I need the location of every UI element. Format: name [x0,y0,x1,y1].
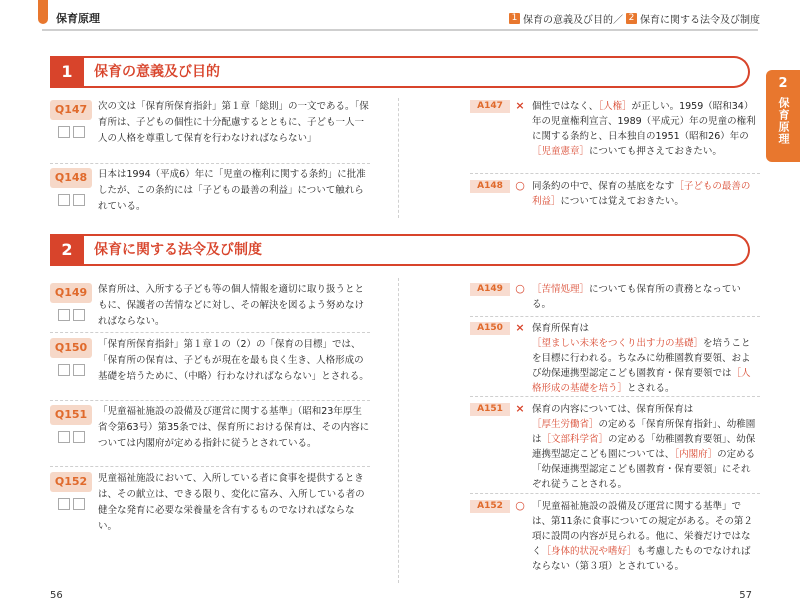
answer-number: A150 [470,322,510,335]
checkbox-icon[interactable] [73,194,85,206]
checkbox-icon[interactable] [73,309,85,321]
answer-keyword: ［望ましい未来をつくり出す力の基礎］ [532,338,704,349]
question-item [50,338,370,400]
answer-mark: ○ [515,499,525,512]
checkbox-icon[interactable] [58,431,70,443]
answer-text: 保育の内容については、保育所保育は［厚生労働省］の定める「保育所保育指針」、幼稚園は［文部科学省］の定める「幼稚園教育要領」、幼保連携型認定こども園については、［内閣府］の定める「幼保連携型認定こども園教育・保育要領」にそれぞれ従うことされる。 [532,404,756,490]
checkbox-icon[interactable] [58,498,70,510]
question-text: 「保育所保育指針」第１章１の（2）の「保育の目標」では、「保育所の保育は、子どもが現在を最も良く生き、人格形成の基礎を培うために、（中略）行わなければならない」とされる。 [98,339,369,382]
checkbox-icon[interactable] [58,309,70,321]
answer-separator [470,316,760,317]
running-head-num-2: 2 [626,13,637,24]
answer-keyword: ［児童憲章］ [532,146,590,157]
question-item [50,472,370,532]
question-number: Q148 [50,168,92,188]
corner-tab-decoration [38,0,48,24]
answer-mark: × [515,402,525,415]
answer-item [470,100,760,170]
answer-item [470,283,760,317]
answer-item [470,322,760,392]
answer-item [470,180,760,214]
question-item [50,168,370,218]
answer-item [470,403,760,489]
answer-text: 同条約の中で、保育の基底をなす［子どもの最善の利益］については覚えておきたい。 [532,181,751,207]
question-item [50,283,370,333]
question-number: Q149 [50,283,92,303]
answer-mark: × [515,321,525,334]
question-separator [50,400,370,401]
question-text: 日本は1994（平成6）年に「児童の権利に関する条約」に批准したが、この条約には「子どもの最善の利益」について触れられている。 [98,169,366,212]
question-number: Q147 [50,100,92,120]
answer-text: ［苦情処理］についても保育所の責務となっている。 [532,284,741,310]
running-head-left: 保育原理 [56,12,100,25]
section-number: 1 [50,56,84,88]
answer-item [470,500,760,582]
column-divider [398,278,400,583]
question-number: Q150 [50,338,92,358]
checkbox-icon[interactable] [73,498,85,510]
running-head-right [509,11,760,26]
answer-text: 個性ではなく、［人権］が正しい。1959（昭和34）年の児童権利宣言、1989（平成元）年の児童の権利に関する条約と、日本独自の1951（昭和26）年の［児童憲章］についても押さえておきたい。 [532,101,756,157]
answer-keyword: ［厚生労働省］ [532,419,599,430]
running-head-title-1: 保育の意義及び目的／ [523,15,623,26]
answer-mark: ○ [515,282,525,295]
checkbox-icon[interactable] [58,126,70,138]
answer-keyword: ［文部科学省］ [541,434,609,445]
question-item [50,405,370,465]
answer-separator [470,173,760,174]
answer-number: A147 [470,100,510,113]
answer-keyword: ［子どもの最善の利益］ [532,181,751,207]
answer-mark: × [515,99,525,112]
chapter-number: 2 [778,76,788,91]
checkbox-icon[interactable] [58,364,70,376]
question-text: 児童福祉施設において、入所している者に食事を提供するときは、その献立は、できる限り、変化に富み、入所している者の健全な発育に必要な栄養量を含有するものでなければならない。 [98,473,365,532]
question-number: Q152 [50,472,92,492]
question-text: 「児童福祉施設の設備及び運営に関する基準」（昭和23年厚生省令第63号）第35条では、保育所における保育は、その内容については内閣府が定める指針に従うとされている。 [98,406,370,449]
running-head-title-2: 保育に関する法令及び制度 [640,15,760,26]
page-number-right: 57 [739,590,752,601]
answer-keyword: ［内閣府］ [674,449,718,460]
section-heading-1 [50,56,750,88]
answer-mark: ○ [515,179,525,192]
checkbox-icon[interactable] [73,431,85,443]
answer-number: A149 [470,283,510,296]
header-rule [42,29,758,31]
checkbox-icon[interactable] [73,364,85,376]
section-title: 保育の意義及び目的 [84,56,750,88]
section-number: 2 [50,234,84,266]
answer-keyword: ［人権］ [598,101,632,112]
chapter-side-tab [766,70,800,162]
checkbox-icon[interactable] [58,194,70,206]
answer-separator [470,493,760,494]
answer-number: A152 [470,500,510,513]
answer-keyword: ［苦情処理］ [532,284,590,295]
question-separator [50,163,370,164]
page-number-left: 56 [50,590,63,601]
checkbox-icon[interactable] [73,126,85,138]
answer-text: 「児童福祉施設の設備及び運営に関する基準」では、第11条に食事についての規定がある。その第２項に設問の内容が見られる。他に、栄養だけではなく［身体的状況や嗜好］も考慮したものでなければならない（第３項）とされている。 [532,501,753,572]
answer-keyword: ［身体的状況や嗜好］ [541,546,637,557]
chapter-label: 保育原理 [777,97,790,145]
answer-number: A148 [470,180,510,193]
answer-number: A151 [470,403,510,416]
answer-text: 保育所保育は［望ましい未来をつくり出す力の基礎］を培うことを目標に行われる。ちなみに幼稚園教育要領、および幼保連携型認定こども園教育・保育要領では［人格形成の基礎を培う］とされる。 [532,323,751,394]
answer-keyword: ［人格形成の基礎を培う］ [532,368,751,394]
question-item [50,100,370,160]
running-head-num-1: 1 [509,13,520,24]
section-title: 保育に関する法令及び制度 [84,234,750,266]
answer-separator [470,396,760,397]
section-heading-2 [50,234,750,266]
question-separator [50,466,370,467]
question-text: 次の文は「保育所保育指針」第１章「総則」の一文である。「保育所は、子どもの個性に十分配慮するとともに、子ども一人一人の人格を尊重して保育を行わなければならない」 [98,101,369,144]
column-divider [398,98,400,218]
question-separator [50,332,370,333]
question-number: Q151 [50,405,92,425]
question-text: 保育所は、入所する子ども等の個人情報を適切に取り扱うとともに、保護者の苦情などに対し、その解決を図るよう努めなければならない。 [98,284,365,327]
